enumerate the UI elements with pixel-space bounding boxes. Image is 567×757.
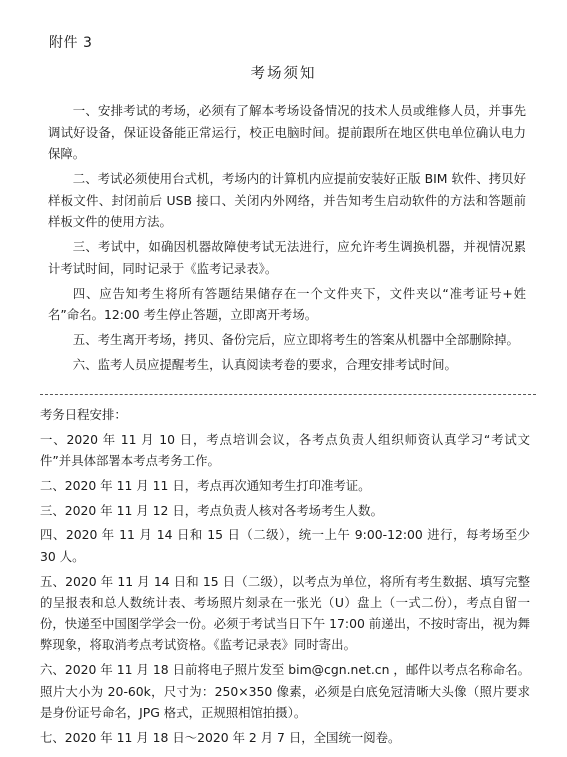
- attachment-label: 附件 3: [49, 35, 93, 51]
- schedule-item-1: 一、2020 年 11 月 10 日，考点培训会议，各考点负责人组织师资认真学习“考试文件”并具体部署本考点考务工作。: [40, 431, 530, 469]
- notice-item-2: 二、考试必须使用台式机，考场内的计算机内应提前安装好正版 BIM 软件、拷贝好样板文件、封闭前后 USB 接口、关闭内外网络，并告知考生启动软件的方法和答题前样板文件的使用方法。: [48, 171, 526, 229]
- notice-item-3: 三、考试中，如确因机器故障使考试无法进行，应允许考生调换机器，并视情况累计考试时间，同时记录于《监考记录表》。: [48, 239, 526, 276]
- notice-item-6: 六、监考人员应提醒考生，认真阅读考卷的要求，合理安排考试时间。: [72, 357, 457, 372]
- dashed-divider: [40, 394, 536, 395]
- schedule-item-4: 四、2020 年 11 月 14 日和 15 日（二级），统一上午 9:00-12:00 进行，每考场至少 30 人。: [40, 527, 530, 564]
- schedule-item-6: 六、2020 年 11 月 18 日前将电子照片发至 bim@cgn.net.cn ，邮件以考点名称命名。照片大小为 20-60k，尺寸为：250×350 像素，必须是白底免冠清晰大头像（照片要求是身份证号命名，JPG 格式，正规照相馆拍摄）。: [40, 662, 530, 720]
- notice-section: [48, 100, 526, 379]
- page-title: 考场须知: [250, 66, 317, 82]
- schedule-item-7: 七、2020 年 11 月 18 日～2020 年 2 月 7 日，全国统一阅卷。: [40, 729, 401, 745]
- schedule-item-5: 五、2020 年 11 月 14 日和 15 日（二级），以考点为单位，将所有考生数据、填写完整的呈报表和总人数统计表、考场照片刻录在一张光（U）盘上（一式二份），考点自留一份，快递至中国图学学会一份。必须于考试当日下午 17:00 前递出，不按时寄出，视为舞弊现象，将取消考点考试资格。《监考记录表》同时寄出。: [40, 573, 530, 653]
- notice-item-1: 一、安排考试的考场，必须有了解本考场设备情况的技术人员或维修人员，并事先调试好设备，保证设备能正常运行，校正电脑时间。提前跟所在地区供电单位确认电力保障。: [48, 103, 526, 161]
- notice-item-4: 四、应告知考生将所有答题结果储存在一个文件夹下，文件夹以“准考证号+姓名”命名。12:00 考生停止答题，立即离开考场。: [48, 285, 526, 322]
- notice-item-5: 五、考生离开考场，拷贝、备份完后，应立即将考生的答案从机器中全部删除掉。: [72, 332, 519, 347]
- schedule-heading: 考务日程安排：: [40, 407, 127, 422]
- schedule-item-3: 三、2020 年 11 月 12 日，考点负责人核对各考场考生人数。: [40, 502, 383, 518]
- schedule-section: [40, 404, 530, 751]
- schedule-item-2: 二、2020 年 11 月 11 日，考点再次通知考生打印准考证。: [40, 477, 371, 493]
